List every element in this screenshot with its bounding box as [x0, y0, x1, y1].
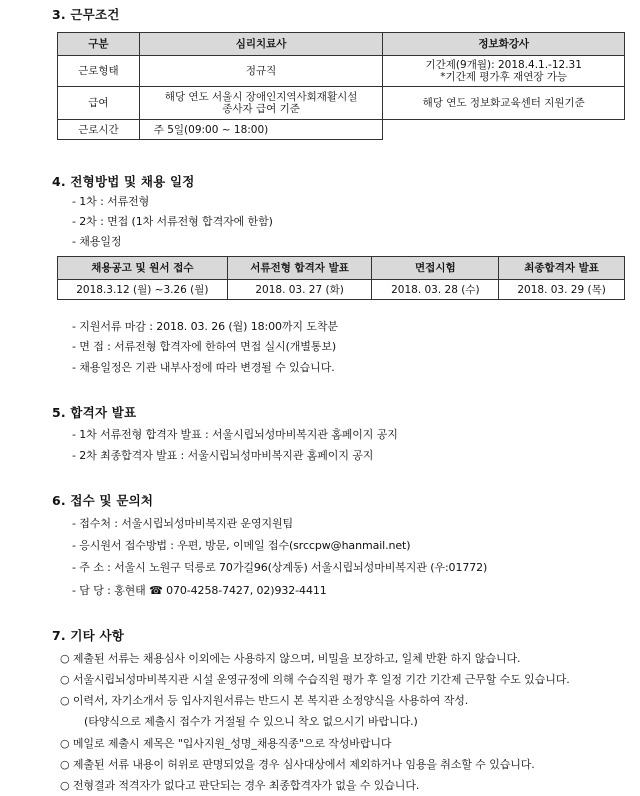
- step-1: - 1차 : 서류전형: [72, 195, 150, 208]
- contact-address: - 주 소 : 서울시 노원구 덕릉로 70가길96(상계동) 서울시립뇌성마비복지관 (우:01772): [72, 561, 488, 574]
- schedule-label: - 채용일정: [72, 235, 122, 248]
- instructor-employment-type: [383, 56, 625, 87]
- contract-note: *기간제 평가후 재연장 가능: [440, 71, 568, 83]
- header-category: 구분: [58, 33, 140, 56]
- etc-3-note: (타양식으로 제출시 접수가 거절될 수 있으니 착오 없으시기 바랍니다.): [84, 715, 418, 728]
- section-5-title: 5. 합격자 발표: [52, 405, 137, 420]
- header-final-result: 최종합격자 발표: [499, 257, 625, 280]
- date-application: 2018.3.12 (월) ~3.26 (월): [58, 280, 228, 300]
- section-4-title: 4. 전형방법 및 채용 일정: [52, 174, 195, 189]
- section-6-title: 6. 접수 및 문의처: [52, 493, 154, 508]
- contact-office: - 접수처 : 서울시립뇌성마비복지관 운영지원팀: [72, 517, 294, 530]
- header-it-instructor: 정보화강사: [383, 33, 625, 56]
- announce-1: - 1차 서류전형 합격자 발표 : 서울시립뇌성마비복지관 홈페이지 공지: [72, 428, 398, 441]
- header-therapist: 심리치료사: [139, 33, 383, 56]
- date-document-result: 2018. 03. 27 (화): [227, 280, 372, 300]
- instructor-salary: 해당 연도 정보화교육센터 지원기준: [383, 87, 625, 120]
- step-2: - 2차 : 면접 (1차 서류전형 합격자에 한함): [72, 215, 273, 228]
- contract-period: 기간제(9개월): 2018.4.1.-12.31: [425, 59, 582, 71]
- therapist-salary-line-1: 해당 연도 서울시 장애인지역사회재활시설: [164, 91, 358, 103]
- working-hours: 주 5일(09:00 ~ 18:00): [139, 120, 383, 140]
- etc-4: ○ 메일로 제출시 제목은 "입사지원_성명_채용직종"으로 작성바랍니다: [60, 737, 392, 750]
- etc-3: ○ 이력서, 자기소개서 등 입사지원서류는 반드시 본 복지관 소정양식을 사용하여 작성.: [60, 694, 469, 707]
- etc-5: ○ 제출된 서류 내용이 허위로 판명되었을 경우 심사대상에서 제외하거나 임용을 취소할 수 있습니다.: [60, 758, 535, 771]
- etc-2: ○ 서울시립뇌성마비복지관 시설 운영규정에 의해 수습직원 평가 후 일정 기간 기간제 근무할 수도 있습니다.: [60, 673, 570, 686]
- therapist-employment-type: 정규직: [139, 56, 383, 87]
- header-interview: 면접시험: [372, 257, 499, 280]
- work-conditions-table: [57, 32, 625, 140]
- announce-2: - 2차 최종합격자 발표 : 서울시립뇌성마비복지관 홈페이지 공지: [72, 449, 374, 462]
- contact-person: - 담 당 : 홍현태 ☎ 070-4258-7427, 02)932-4411: [72, 584, 327, 597]
- note-schedule-change: - 채용일정은 기관 내부사정에 따라 변경될 수 있습니다.: [72, 361, 335, 374]
- row-employment-type-label: 근로형태: [58, 56, 140, 87]
- row-salary-label: 급여: [58, 87, 140, 120]
- note-deadline: - 지원서류 마감 : 2018. 03. 26 (월) 18:00까지 도착분: [72, 320, 338, 333]
- note-interview: - 면 접 : 서류전형 합격자에 한하여 면접 실시(개별통보): [72, 340, 337, 353]
- therapist-salary: [139, 87, 383, 120]
- etc-1: ○ 제출된 서류는 채용심사 이외에는 사용하지 않으며, 비밀을 보장하고, 일체 반환 하지 않습니다.: [60, 652, 521, 665]
- section-7-title: 7. 기타 사항: [52, 628, 125, 643]
- therapist-salary-line-2: 종사자 급여 기준: [222, 103, 300, 115]
- header-application: 채용공고 및 원서 접수: [58, 257, 228, 280]
- schedule-table: [57, 256, 625, 300]
- row-working-hours-label: 근로시간: [58, 120, 140, 140]
- header-document-result: 서류전형 합격자 발표: [227, 257, 372, 280]
- date-final-result: 2018. 03. 29 (목): [499, 280, 625, 300]
- etc-6: ○ 전형결과 적격자가 없다고 판단되는 경우 최종합격자가 없을 수 있습니다.: [60, 779, 420, 792]
- section-3-title: 3. 근무조건: [52, 7, 120, 22]
- contact-method: - 응시원서 접수방법 : 우편, 방문, 이메일 접수(srccpw@hanmail.net): [72, 539, 411, 552]
- empty-cell: [383, 120, 625, 140]
- date-interview: 2018. 03. 28 (수): [372, 280, 499, 300]
